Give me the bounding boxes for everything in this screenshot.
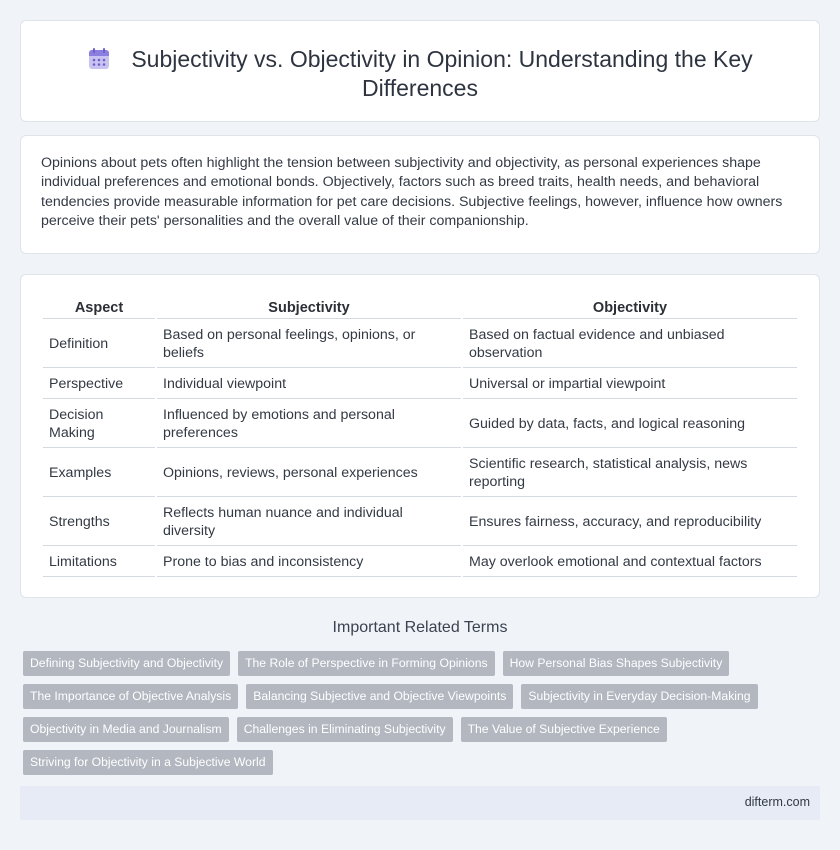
related-term-tag[interactable]: Objectivity in Media and Journalism [23,717,229,742]
table-cell: May overlook emotional and contextual factors [463,548,797,577]
table-cell: Ensures fairness, accuracy, and reproducibility [463,499,797,546]
related-term-tag[interactable]: Striving for Objectivity in a Subjective World [23,750,273,775]
related-term-tag[interactable]: How Personal Bias Shapes Subjectivity [503,651,730,676]
table-cell: Scientific research, statistical analysis, news reporting [463,450,797,497]
table-cell: Limitations [43,548,155,577]
header-card [20,20,820,122]
related-terms-heading: Important Related Terms [332,619,508,636]
table-cell: Definition [43,321,155,368]
table-cell: Examples [43,450,155,497]
table-cell: Strengths [43,499,155,546]
table-row [43,401,797,448]
table-cell: Decision Making [43,401,155,448]
comparison-table-card [20,274,820,598]
table-row [43,370,797,399]
intro-paragraph: Opinions about pets often highlight the tension between subjectivity and objectivity, as personal experiences shape individual preferences and emotional bonds. Objectively, factors such as breed traits, health needs, and behavioral tendencies provide measurable information for pet care decisions. Subjective feelings, however, influence how owners perceive their pets' personalities and the overall value of their companionship. [41,155,783,230]
table-cell: Universal or impartial viewpoint [463,370,797,399]
table-cell: Reflects human nuance and individual diversity [157,499,461,546]
table-cell: Prone to bias and inconsistency [157,548,461,577]
header-objectivity: Objectivity [463,297,797,319]
table-cell: Guided by data, facts, and logical reasoning [463,401,797,448]
related-term-tag[interactable]: The Importance of Objective Analysis [23,684,238,709]
footer-bar [20,786,820,820]
table-cell: Influenced by emotions and personal preferences [157,401,461,448]
related-term-tag[interactable]: The Role of Perspective in Forming Opinions [238,651,495,676]
page-title-wrap [61,45,779,103]
related-term-tag[interactable]: Defining Subjectivity and Objectivity [23,651,230,676]
table-row [43,450,797,497]
table-row [43,548,797,577]
header-subjectivity: Subjectivity [157,297,461,319]
related-term-tag[interactable]: Balancing Subjective and Objective Viewpoints [246,684,513,709]
related-terms-list [23,651,823,775]
table-row [43,321,797,368]
table-cell: Based on personal feelings, opinions, or beliefs [157,321,461,368]
table-cell: Individual viewpoint [157,370,461,399]
intro-card [20,135,820,254]
table-row [43,499,797,546]
table-cell: Opinions, reviews, personal experiences [157,450,461,497]
table-cell: Based on factual evidence and unbiased observation [463,321,797,368]
calendar-icon [87,47,111,71]
table-cell: Perspective [43,370,155,399]
related-term-tag[interactable]: The Value of Subjective Experience [461,717,667,742]
page-title: Subjectivity vs. Objectivity in Opinion: Understanding the Key Differences [131,46,753,101]
comparison-table [41,295,799,579]
related-term-tag[interactable]: Challenges in Eliminating Subjectivity [237,717,453,742]
related-term-tag[interactable]: Subjectivity in Everyday Decision-Making [521,684,757,709]
table-header-row [43,297,797,319]
footer-site-link[interactable]: difterm.com [744,795,810,809]
header-aspect: Aspect [43,297,155,319]
